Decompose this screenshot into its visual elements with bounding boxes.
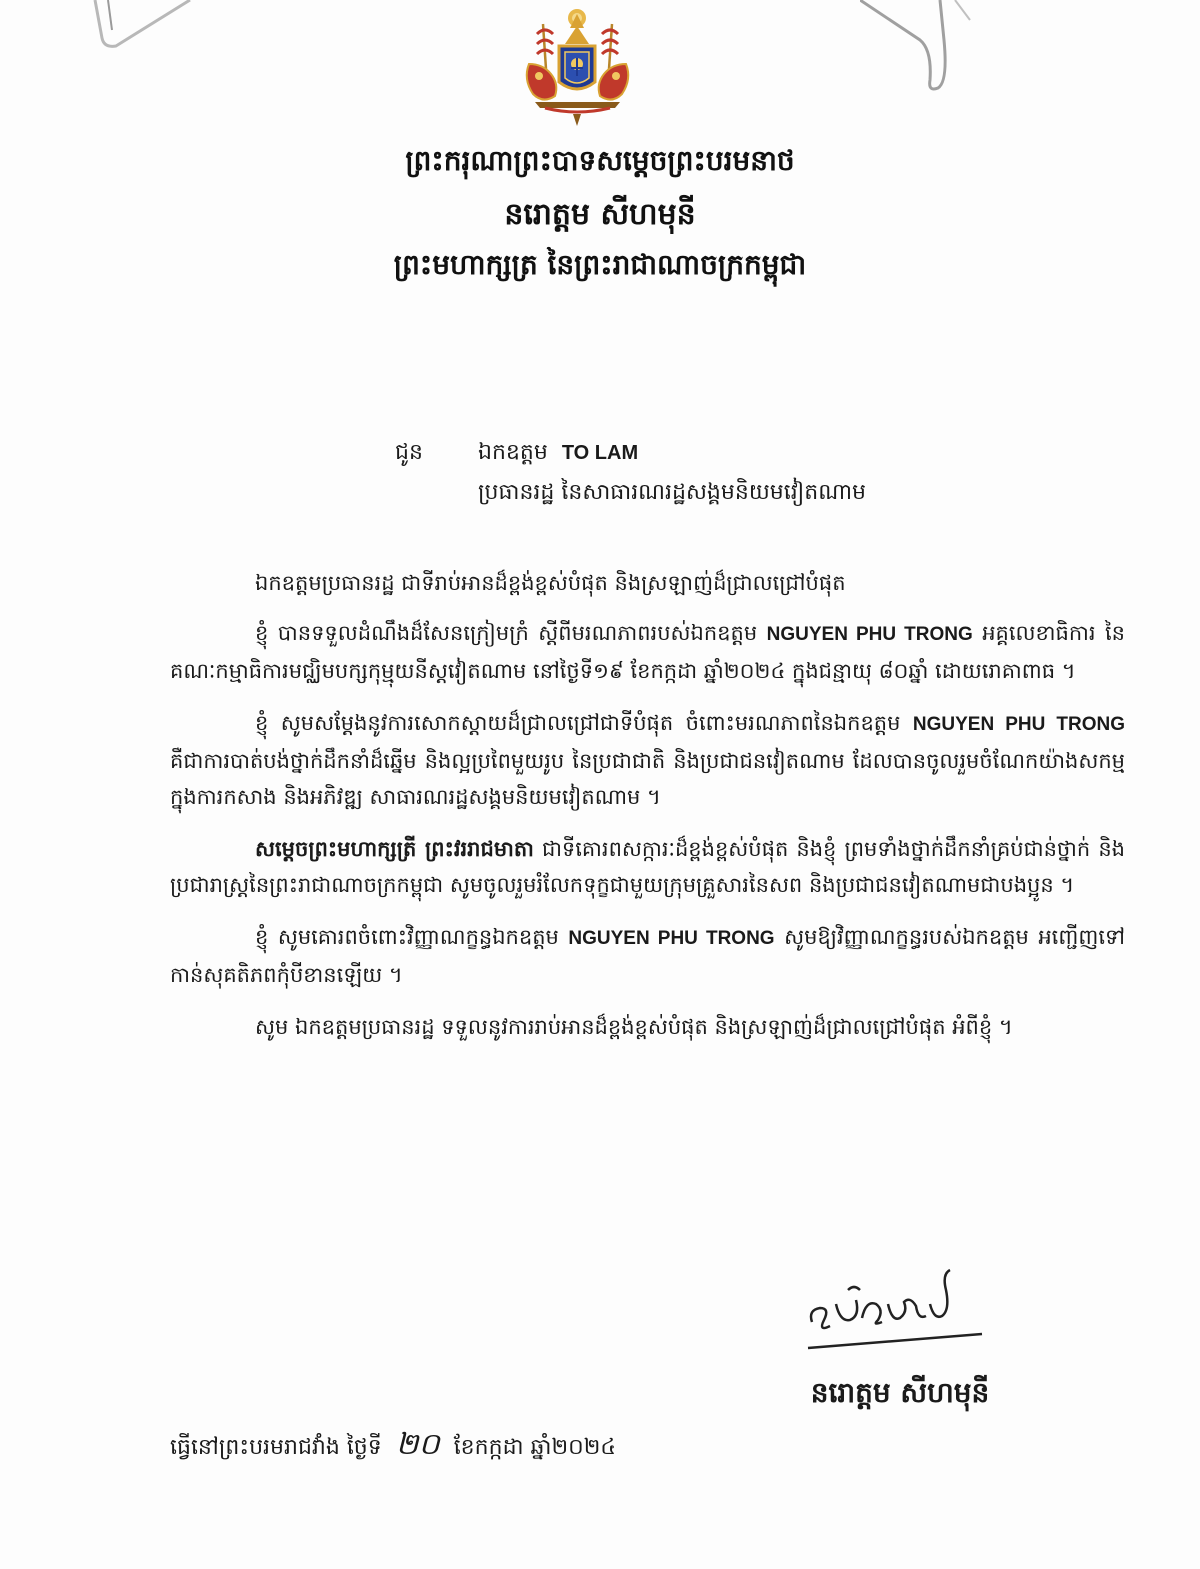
paragraph-4-text-a: ខ្ញុំ សូមគោរពចំពោះវិញ្ញាណក្ខន្ធឯកឧត្តម bbox=[255, 925, 559, 949]
paragraph-2-text-b: គឺជាការបាត់បង់ថ្នាក់ដឹកនាំដ៏ឆ្នើម និងល្អប្រពៃមួយរូប នៃប្រជាជាតិ និងប្រជាជនវៀតណាម ដែលបានចូលរួមចំណែកយ៉ាងសកម្មក្នុងការកសាង និងអភិវឌ្ឍ សាធារណរដ្ឋសង្គមនិយមវៀតណាម ។ bbox=[170, 749, 1125, 809]
paragraph-1-text-a: ខ្ញុំ បានទទួលដំណឹងដ៏សែនក្រៀមក្រំ ស្ដីពីមរណភាពរបស់ឯកឧត្តម bbox=[255, 621, 758, 645]
dateline bbox=[170, 1425, 616, 1469]
paper-clip-icon bbox=[90, 0, 200, 50]
salutation: ឯកឧត្តមប្រធានរដ្ឋ ជាទីរាប់អានដ៏ខ្ពង់ខ្ពស់បំផុត និងស្រឡាញ់ដ៏ជ្រាលជ្រៅបំផុត bbox=[255, 571, 846, 595]
dateline-day: ២០ bbox=[395, 1427, 440, 1462]
paragraph-1-text-b: អគ្គលេខាធិការ នៃគណៈកម្មាធិការមជ្ឈិមបក្សកុម្មុយនីស្តវៀតណាម នៅថ្ងៃទី១៩ ខែកក្កដា ឆ្នាំ២០២៤ ក្នុងជន្មាយុ ៨០ឆ្នាំ ដោយរោគាពាធ ។ bbox=[170, 621, 1125, 683]
paragraph-2 bbox=[170, 705, 1125, 815]
recipient-title: ប្រធានរដ្ឋ នៃសាធារណរដ្ឋសង្គមនិយមវៀតណាម bbox=[478, 480, 867, 505]
recipient-name: TO LAM bbox=[561, 442, 639, 464]
paragraph-3-bold: សម្ដេចព្រះមហាក្សត្រី ព្រះវររាជមាតា bbox=[255, 837, 534, 861]
paper-clip-icon bbox=[860, 0, 980, 95]
paragraph-3 bbox=[170, 831, 1125, 903]
signer-name: នរោត្តម សីហមុនី bbox=[810, 1376, 990, 1409]
recipient-to-label: ជូន bbox=[395, 440, 423, 465]
paragraph-4-name: NGUYEN PHU TRONG bbox=[568, 928, 775, 949]
paragraph-2-text-a: ខ្ញុំ សូមសម្ដែងនូវការសោកស្ដាយដ៏ជ្រាលជ្រៅជាទីបំផុត ចំពោះមរណភាពនៃឯកឧត្តម bbox=[255, 711, 901, 735]
paragraph-1 bbox=[170, 615, 1125, 689]
paragraph-5: សូម ឯកឧត្តមប្រធានរដ្ឋ ទទួលនូវការរាប់អានដ៏ខ្ពង់ខ្ពស់បំផុត និងស្រឡាញ់ដ៏ជ្រាលជ្រៅបំផុត អំពីខ្ញុំ ។ bbox=[255, 1015, 1013, 1039]
recipient-honorific: ឯកឧត្តម bbox=[478, 440, 548, 465]
dateline-place: ធ្វើនៅព្រះបរមរាជវាំង ថ្ងៃទី bbox=[170, 1435, 382, 1460]
dateline-month-year: ខែកក្កដា ឆ្នាំ២០២៤ bbox=[453, 1435, 616, 1460]
paragraph-4 bbox=[170, 919, 1125, 993]
letter-body bbox=[170, 565, 1125, 1061]
recipient-name-line bbox=[478, 438, 638, 470]
royal-coat-of-arms-icon bbox=[515, 4, 640, 129]
handwritten-signature bbox=[800, 1260, 990, 1355]
sender-name: នរោត្តម សីហមុនី bbox=[504, 197, 696, 232]
paragraph-2-name: NGUYEN PHU TRONG bbox=[912, 714, 1125, 735]
sender-title-line1: ព្រះករុណាព្រះបាទសម្ដេចព្រះបរមនាថ bbox=[405, 144, 795, 177]
paragraph-4-text-b: សូមឱ្យវិញ្ញាណក្ខន្ធរបស់ឯកឧត្តម អញ្ជើញទៅកាន់សុគតិភពកុំបីខានឡើយ ។ bbox=[170, 925, 1125, 987]
paragraph-1-name: NGUYEN PHU TRONG bbox=[766, 624, 973, 645]
sender-title-line3: ព្រះមហាក្សត្រ នៃព្រះរាជាណាចក្រកម្ពុជា bbox=[393, 248, 807, 281]
paragraph-3-text: ជាទីគោរពសក្ការៈដ៏ខ្ពង់ខ្ពស់បំផុត និងខ្ញុំ ព្រមទាំងថ្នាក់ដឹកនាំគ្រប់ជាន់ថ្នាក់ និងប្រជារាស្ត្រនៃព្រះរាជាណាចក្រកម្ពុជា សូមចូលរួមរំលែកទុក្ខជាមួយក្រុមគ្រួសារនៃសព និងប្រជាជនវៀតណាមជាបងប្អូន ។ bbox=[170, 837, 1126, 897]
